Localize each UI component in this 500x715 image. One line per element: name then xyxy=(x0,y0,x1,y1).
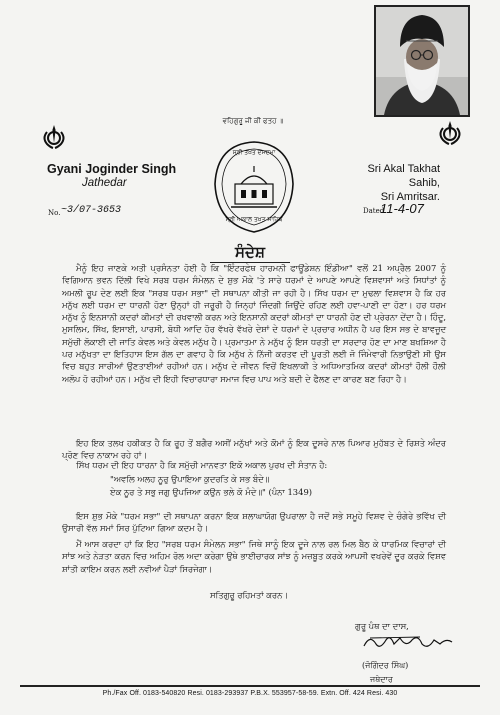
khanda-icon xyxy=(437,120,463,146)
invocation: ਵਹਿਗੁਰੂ ਜੀ ਕੀ ਫਤਹ ॥ xyxy=(222,117,284,125)
ref-label: No. xyxy=(48,209,61,217)
ref-number: ~3/07-3653 xyxy=(61,205,122,216)
message-heading: ਸੰਦੇਸ਼ xyxy=(235,243,265,261)
footer-divider xyxy=(20,685,480,687)
handwritten-signature xyxy=(360,632,460,654)
paragraph-1: ਮੈਨੂੰ ਇਹ ਜਾਣਕੇ ਅਤੀ ਪ੍ਰਸੰਨਤਾ ਹੋਈ ਹੈ ਕਿ "ਇੰਟਰਫੇਥ ਹਾਰਮਨੀ ਫਾਊਂਡੇਸ਼ਨ ਇੰਡੀਆ" ਵਲੋਂ 21 ਅਪ੍ਰੈਲ 2007 ਨੂੰ ਵਿਗਿਆਨ ਭਵਨ ਦਿੱਲੀ ਵਿਖੇ ਸਰਬ ਧਰਮ ਸੰਮੇਲਨ ਦੇ ਸ਼ੁਭ ਮੌਕੇ 'ਤੇ ਸਾਰੇ ਧਰਮਾਂ ਦੇ ਆਪਣੇ ਆਪਣੇ ਵਿਸ਼ਵਾਸਾਂ ਅਤੇ ਸਿਧਾਂਤਾਂ ਨੂੰ ਅਮਲੀ ਰੂਪ ਦੇਣ ਲਈ ਇਕ "ਸਰਬ ਧਰਮ ਸਭਾ" ਦੀ ਸਥਾਪਨਾ ਕੀਤੀ ਜਾ ਰਹੀ ਹੈ। ਸਿੱਖ ਧਰਮ ਦਾ ਮੁਢਲਾ ਵਿਸ਼ਵਾਸ ਹੈ ਕਿ ਹਰ ਮਨੁੱਖ ਲਈ ਧਰਮ ਦਾ ਧਾਰਨੀ ਹੋਣਾ ਉਨ੍ਹਾਂ ਹੀ ਜਰੂਰੀ ਹੈ ਜਿਨ੍ਹਾਂ ਜਿੰਦਗੀ ਜਿਉਂਦੇ ਰਹਿਣ ਲਈ ਹਵਾ-ਪਾਣੀ ਦਾ ਹੋਣਾ। ਹਰ ਧਰਮ ਮਨੁੱਖ ਨੂੰ ਇਨਸਾਨੀ ਕਦਰਾਂ ਕੀਮਤਾਂ ਦੀ ਰਖਵਾਲੀ ਕਰਨ ਅਤੇ ਇਨਸਾਨੀ ਕਦਰਾਂ ਕੀਮਤਾਂ ਦਾ ਧਾਰਨੀ ਹੋਣ ਦੀ ਪ੍ਰੇਰਨਾ ਦੇਂਦਾ ਹੈ। ਹਿੰਦੂ, ਮੁਸਲਿਮ, ਸਿੱਖ, ਇਸਾਈ, ਪਾਰਸੀ, ਬੋਧੀ ਆਦਿ ਹੋਰ ਵੱਖਰੇ ਵੱਖਰੇ ਦੇਸ਼ਾਂ ਦੇ ਧਰਮਾਂ ਦੇ ਪ੍ਰਚਾਰ ਅਧੀਨ ਹੈ ਪਰ ਇਸ ਸਭ ਦੇ ਬਾਵਜੂਦ ਸਮੁੱਚੀ ਲੋਕਾਈ ਦੀ ਜਾਤਿ ਕੇਵਲ ਅਤੇ ਕੇਵਲ ਮਨੁੱਖ ਹੈ। ਪ੍ਰਮਾਤਮਾ ਨੇ ਮਨੁੱਖ ਨੂੰ ਇਸ ਧਰਤੀ ਦਾ ਸਰਦਾਰ ਹੋਣ ਦਾ ਮਾਣ ਬਖਸ਼ਿਆ ਹੈ ਪਰ ਮਨੁੱਖਤਾ ਦਾ ਇਤਿਹਾਸ ਇਸ ਗੱਲ ਦਾ ਗਵਾਹ ਹੈ ਕਿ ਮਨੁੱਖ ਨੇ ਨਿੱਜੀ ਕਰਤਵ ਦੀ ਪੂਰਤੀ ਲਈ ਜੋ ਜਿੰਮੇਵਾਰੀ ਨਿਭਾਉਣੀ ਸੀ ਉਸ ਵਿਚ ਬਹੁਤ ਸਾਰੀਆਂ ਉਣਤਾਈਆਂ ਰਹੀਆਂ ਹਨ। ਮਨੁੱਖ ਦੇ ਜੀਵਨ ਵਿਚੋਂ ਇਖਲਾਕੀ ਤੇ ਅਧਿਆਤਮਿਕ ਕਦਰਾਂ ਕੀਮਤਾਂ ਹੌਲੀ ਹੌਲੀ ਅਲੋਪ ਹੋ ਰਹੀਆਂ ਹਨ। ਮਨੁੱਖ ਦੀ ਇਹੀ ਵਿਚਾਰਧਾਰਾ ਸਮਾਜ ਵਿਚ ਪਾਪ ਅਤੇ ਬਦੀ ਦੇ ਫੈਲਣ ਦਾ ਕਾਰਣ ਬਣ ਰਿਹਾ ਹੈ। xyxy=(62,263,446,384)
institution-city: Sri Amritsar. xyxy=(380,191,440,203)
closing-line: ਸਤਿਗੁਰੂ ਰਹਿਮਤਾਂ ਕਰਨ। xyxy=(209,590,289,600)
signatory-title: ਜਥੇਦਾਰ xyxy=(370,675,393,684)
institution-address xyxy=(348,162,440,204)
institution-name: Sri Akal Takhat Sahib, xyxy=(367,163,440,189)
contact-footer: Ph./Fax Off. 0183-540820 Resi. 0183-293937 P.B.X. 553957-58-59. Extn. Off. 424 Resi. 430 xyxy=(102,690,398,697)
jathedar-title: Jathedar xyxy=(82,177,127,189)
date-label: Dated xyxy=(363,207,385,215)
seal-top-text: ਸ੍ਰੀ ਤਖ਼ਤ ਦਮਦਮਾ xyxy=(232,149,276,156)
paragraph-3: ਸਿੱਖ ਧਰਮ ਦੀ ਇਹ ਧਾਰਨਾ ਹੈ ਕਿ ਸਮੁੱਚੀ ਮਾਨਵਤਾ ਇਕੋ ਅਕਾਲ ਪੁਰਖ ਦੀ ਸੰਤਾਨ ਹੈ: xyxy=(76,460,328,470)
jathedar-portrait xyxy=(374,5,470,117)
paragraph-2: ਇਹ ਇਕ ਤਲਖ ਹਕੀਕਤ ਹੈ ਕਿ ਰੂਹ ਤੋਂ ਬਗੈਰ ਅਸੀਂ ਮਨੁੱਖਾਂ ਅਤੇ ਕੌਮਾਂ ਨੂੰ ਇਕ ਦੂਸਰੇ ਨਾਲ ਪਿਆਰ ਮੁਹੱਬਤ ਦੇ ਰਿਸ਼ਤੇ ਅੰਦਰ ਪ੍ਰੋਣ ਵਿਚ ਨਾਕਾਮ ਰਹੇ ਹਾਂ। xyxy=(62,438,446,461)
paragraph-5: ਮੈਂ ਆਸ ਕਰਦਾ ਹਾਂ ਕਿ ਇਹ "ਸਰਬ ਧਰਮ ਸੰਮੇਲਨ ਸਭਾ" ਜਿਥੇ ਸਾਨੂੰ ਇਕ ਦੂਜੇ ਨਾਲ ਰਲ ਮਿਲ ਬੈਠ ਕੇ ਧਾਰਮਿਕ ਵਿਚਾਰਾਂ ਦੀ ਸਾਂਝ ਅਤੇ ਨੇੜਤਾ ਕਰਨ ਵਿਚ ਅਹਿਮ ਰੋਲ ਅਦਾ ਕਰੇਗਾ ਉਥੇ ਭਾਈਚਾਰਕ ਸਾਂਝ ਨੂੰ ਮਜ਼ਬੂਤ ਕਰਕੇ ਆਪਸੀ ਵਖਰੇਵੇਂ ਦੂਰ ਕਰਕੇ ਵਿਸ਼ਵ ਸ਼ਾਂਤੀ ਕਾਇਮ ਕਰਨ ਲਈ ਨਵੀਆਂ ਪੈੜਾਂ ਸਿਰਜੇਗਾ। xyxy=(62,539,446,574)
signatory-name: (ਜੋਗਿੰਦਰ ਸਿੰਘ) xyxy=(362,661,409,670)
signature-salutation: ਗੁਰੂ ਪੰਥ ਦਾ ਦਾਸ, xyxy=(355,621,409,631)
date-value: 11-4-07 xyxy=(380,201,424,216)
paragraph-4: ਇਸ ਸ਼ੁਭ ਮੌਕੇ "ਧਰਮ ਸਭਾ" ਦੀ ਸਥਾਪਨਾ ਕਰਨਾ ਇਕ ਸ਼ਲਾਘਾਯੋਗ ਉਪਰਾਲਾ ਹੈ ਜਦੋਂ ਸਭੇ ਸਮੂਹੇ ਵਿਸ਼ਵ ਦੇ ਚੰਗੇਰੇ ਭਵਿੱਖ ਦੀ ਉਸਾਰੀ ਵੱਲ ਸਮਾਂ ਸਿਰ ਪੁੱਟਿਆ ਗਿਆ ਕਦਮ ਹੈ। xyxy=(62,511,446,534)
seal-bottom-text: ਸ੍ਰੀ ਅਕਾਲ ਤਖ਼ਤ ਸਾਹਿਬ xyxy=(225,216,283,223)
jathedar-name: Gyani Joginder Singh xyxy=(47,162,177,176)
verse-line-2: ਏਕ ਨੂਰ ਤੇ ਸਭੁ ਜਗੁ ਉਪਜਿਆ ਕਉਨ ਭਲੇ ਕੋ ਮੰਦੇ॥" (ਪੰਨਾ 1349) xyxy=(110,487,313,497)
khanda-icon xyxy=(41,124,67,150)
verse-line-1: "ਅਵਲਿ ਅਲਹ ਨੂਰੁ ਉਪਾਇਆ ਕੁਦਰਤਿ ਕੇ ਸਭ ਬੰਦੇ॥ xyxy=(110,474,270,484)
